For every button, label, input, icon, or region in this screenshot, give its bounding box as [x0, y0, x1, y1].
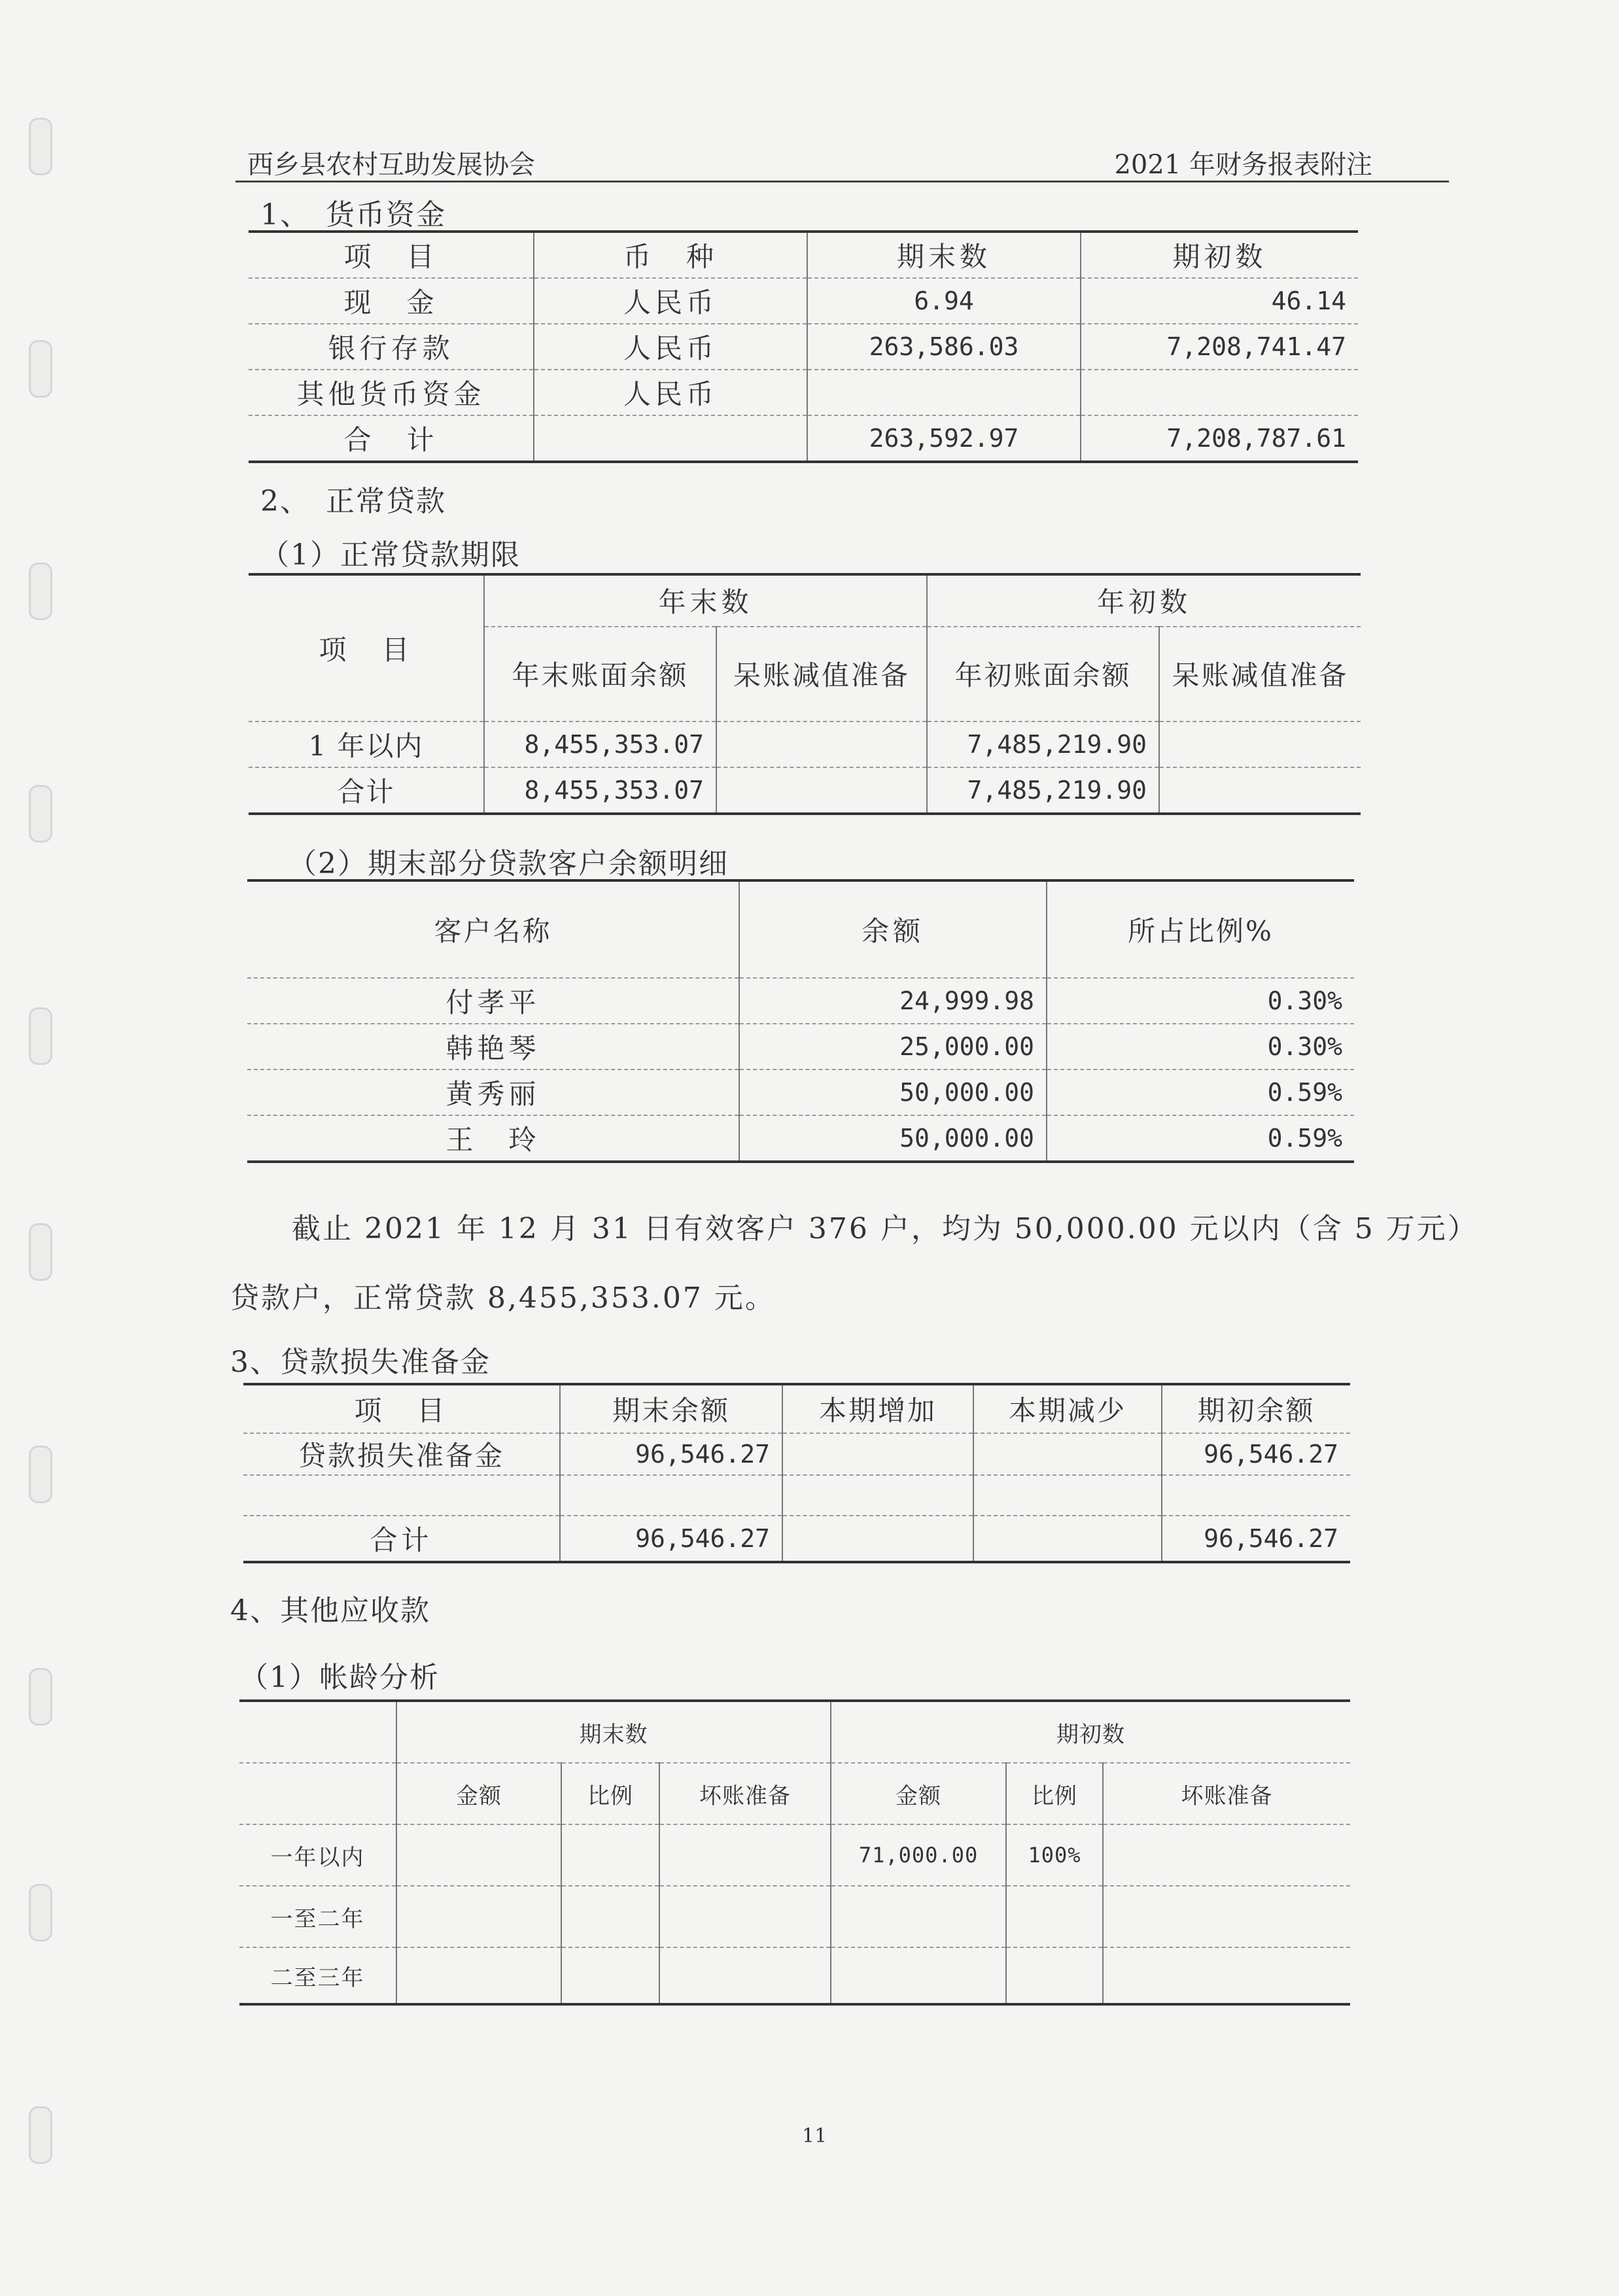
- column-group-header: 期末数: [396, 1701, 831, 1763]
- table-cell: [1006, 1947, 1103, 2004]
- table-total-row: [249, 767, 1361, 814]
- column-header: 项 目: [249, 232, 534, 278]
- table-row: [239, 1824, 1350, 1886]
- binder-hole: [29, 1446, 52, 1503]
- column-header: 坏账准备: [1103, 1763, 1350, 1824]
- table-cell: [659, 1824, 831, 1886]
- table-cell: 100%: [1006, 1824, 1103, 1886]
- column-group-header: 年初数: [927, 574, 1361, 627]
- table-cell: 96,546.27: [1162, 1516, 1350, 1562]
- column-header: 客户名称: [247, 880, 739, 978]
- table-cell: 人民币: [534, 278, 807, 324]
- binder-hole: [29, 1884, 52, 1941]
- table-cell: [659, 1886, 831, 1947]
- table-row: [249, 278, 1358, 324]
- table-cell: 50,000.00: [739, 1115, 1047, 1162]
- table-cell: 96,546.27: [1162, 1433, 1350, 1475]
- table-total-row: [249, 415, 1358, 462]
- table-row: [243, 1475, 1350, 1516]
- table-cell: [1159, 767, 1361, 814]
- table-row: [239, 1947, 1350, 2004]
- table-cell: [1006, 1886, 1103, 1947]
- column-header: 本期增加: [782, 1384, 973, 1433]
- table-header-row: [249, 574, 1361, 627]
- table-cell: 黄秀丽: [247, 1070, 739, 1115]
- subsection-title: （1）正常贷款期限: [260, 538, 521, 572]
- column-header: 年初账面余额: [927, 627, 1159, 722]
- section-title: 2、 正常贷款: [260, 485, 446, 518]
- table-cell: 7,485,219.90: [927, 722, 1159, 767]
- table-cell: 人民币: [534, 370, 807, 415]
- table-cell: [534, 415, 807, 462]
- table-cell: 付孝平: [247, 978, 739, 1024]
- table-cell: 263,592.97: [807, 415, 1081, 462]
- column-header: 期末余额: [560, 1384, 782, 1433]
- binder-hole: [29, 340, 52, 398]
- table-cell: [782, 1475, 973, 1516]
- table-cell: [243, 1475, 560, 1516]
- column-header: 期末数: [807, 232, 1081, 278]
- table-cell: [1103, 1824, 1350, 1886]
- table-row: [249, 324, 1358, 370]
- loan-loss-reserve-table: [243, 1383, 1350, 1563]
- table-cell: [1103, 1886, 1350, 1947]
- column-header: 金额: [396, 1763, 561, 1824]
- table-cell: 8,455,353.07: [484, 767, 716, 814]
- table-header-row: [247, 880, 1354, 978]
- subsection-title: （2）期末部分贷款客户余额明细: [288, 847, 729, 880]
- table-cell: [561, 1824, 659, 1886]
- table-cell: [396, 1824, 561, 1886]
- table-row: [239, 1886, 1350, 1947]
- table-cell: [561, 1947, 659, 2004]
- table-row: [247, 1115, 1354, 1162]
- table-row: [247, 1024, 1354, 1070]
- table-cell: [973, 1516, 1162, 1562]
- table-cell: 7,208,787.61: [1081, 415, 1358, 462]
- loan-term-table: [249, 573, 1361, 815]
- column-header: 币 种: [534, 232, 807, 278]
- header-org: 西乡县农村互助发展协会: [247, 150, 535, 180]
- table-cell: 96,546.27: [560, 1433, 782, 1475]
- table-cell: 71,000.00: [831, 1824, 1006, 1886]
- table-cell: [239, 1701, 396, 1763]
- table-cell: 合 计: [249, 415, 534, 462]
- table-total-row: [243, 1516, 1350, 1562]
- column-header: 项 目: [243, 1384, 560, 1433]
- table-cell: [782, 1433, 973, 1475]
- table-cell: 贷款损失准备金: [243, 1433, 560, 1475]
- table-cell: [396, 1947, 561, 2004]
- section-title: 3、贷款损失准备金: [230, 1346, 491, 1379]
- table-cell: 8,455,353.07: [484, 722, 716, 767]
- column-header: 期初数: [1081, 232, 1358, 278]
- table-cell: 二至三年: [239, 1947, 396, 2004]
- table-cell: [239, 1763, 396, 1824]
- table-cell: 7,485,219.90: [927, 767, 1159, 814]
- table-header-row: [249, 232, 1358, 278]
- binder-hole: [29, 1668, 52, 1726]
- table-cell: 0.59%: [1047, 1070, 1354, 1115]
- table-cell: 人民币: [534, 324, 807, 370]
- column-group-header: 期初数: [831, 1701, 1350, 1763]
- table-cell: 7,208,741.47: [1081, 324, 1358, 370]
- table-cell: [659, 1947, 831, 2004]
- table-cell: [973, 1475, 1162, 1516]
- table-cell: 现 金: [249, 278, 534, 324]
- column-header: 期初余额: [1162, 1384, 1350, 1433]
- page-number: 11: [802, 2125, 827, 2148]
- table-row: [249, 722, 1361, 767]
- column-header: 比例: [561, 1763, 659, 1824]
- customer-balance-table: [247, 879, 1354, 1163]
- table-cell: [1103, 1947, 1350, 2004]
- subsection-title: （1）帐龄分析: [239, 1661, 440, 1694]
- cash-table: [249, 230, 1358, 463]
- table-cell: 一至二年: [239, 1886, 396, 1947]
- header-report-title: 2021 年财务报表附注: [1114, 150, 1372, 180]
- binder-hole: [29, 118, 52, 175]
- column-header: 坏账准备: [659, 1763, 831, 1824]
- table-cell: [396, 1886, 561, 1947]
- summary-paragraph-line: 截止 2021 年 12 月 31 日有效客户 376 户，均为 50,000.00 元以内（含 5 万元）: [292, 1212, 1478, 1245]
- binder-hole: [29, 563, 52, 620]
- column-header: 比例: [1006, 1763, 1103, 1824]
- table-cell: 0.30%: [1047, 978, 1354, 1024]
- table-cell: 0.30%: [1047, 1024, 1354, 1070]
- table-cell: [1159, 722, 1361, 767]
- binder-hole: [29, 2106, 52, 2164]
- table-cell: 25,000.00: [739, 1024, 1047, 1070]
- section-title: 1、 货币资金: [260, 198, 446, 232]
- table-cell: [807, 370, 1081, 415]
- table-header-row: [243, 1384, 1350, 1433]
- column-header: 本期减少: [973, 1384, 1162, 1433]
- table-cell: 24,999.98: [739, 978, 1047, 1024]
- column-group-header: 年末数: [484, 574, 927, 627]
- column-header: 金额: [831, 1763, 1006, 1824]
- table-cell: [831, 1886, 1006, 1947]
- table-cell: 韩艳琴: [247, 1024, 739, 1070]
- table-cell: [1162, 1475, 1350, 1516]
- table-row: [249, 370, 1358, 415]
- table-cell: [716, 722, 927, 767]
- header-rule: [235, 181, 1449, 183]
- binder-hole: [29, 1007, 52, 1065]
- binder-hole: [29, 785, 52, 843]
- column-header: 呆账减值准备: [716, 627, 927, 722]
- table-cell: 王 玲: [247, 1115, 739, 1162]
- aging-analysis-table: [239, 1699, 1350, 2006]
- table-cell: [716, 767, 927, 814]
- table-row: [247, 1070, 1354, 1115]
- binder-hole: [29, 1223, 52, 1281]
- table-cell: 银行存款: [249, 324, 534, 370]
- table-cell: [560, 1475, 782, 1516]
- table-header-row: [239, 1763, 1350, 1824]
- table-cell: 合计: [243, 1516, 560, 1562]
- table-cell: 50,000.00: [739, 1070, 1047, 1115]
- table-cell: 96,546.27: [560, 1516, 782, 1562]
- table-cell: [831, 1947, 1006, 2004]
- table-cell: 6.94: [807, 278, 1081, 324]
- column-header: 余额: [739, 880, 1047, 978]
- column-header: 项 目: [249, 574, 484, 722]
- table-cell: 263,586.03: [807, 324, 1081, 370]
- table-cell: 46.14: [1081, 278, 1358, 324]
- column-header: 年末账面余额: [484, 627, 716, 722]
- summary-paragraph-line: 贷款户，正常贷款 8,455,353.07 元。: [230, 1281, 776, 1315]
- table-row: [243, 1433, 1350, 1475]
- table-cell: 0.59%: [1047, 1115, 1354, 1162]
- table-cell: [973, 1433, 1162, 1475]
- table-cell: [561, 1886, 659, 1947]
- table-header-row: [239, 1701, 1350, 1763]
- table-cell: 1 年以内: [249, 722, 484, 767]
- table-cell: [1081, 370, 1358, 415]
- table-cell: 其他货币资金: [249, 370, 534, 415]
- section-title: 4、其他应收款: [230, 1594, 430, 1627]
- table-cell: 一年以内: [239, 1824, 396, 1886]
- table-cell: 合计: [249, 767, 484, 814]
- table-cell: [782, 1516, 973, 1562]
- table-row: [247, 978, 1354, 1024]
- column-header: 呆账减值准备: [1159, 627, 1361, 722]
- column-header: 所占比例%: [1047, 880, 1354, 978]
